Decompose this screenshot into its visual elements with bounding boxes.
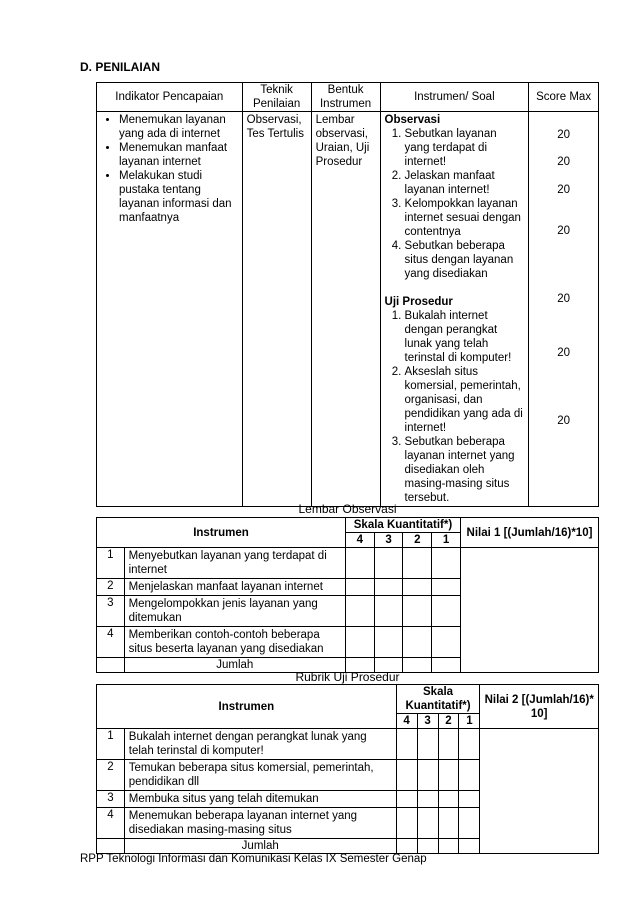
score-box[interactable] xyxy=(396,791,417,808)
row-text: Menyebutkan layanan yang terdapat di internet xyxy=(124,548,345,579)
uji-item: 1. Bukalah internet dengan perangkat lunak yang telah terinstal di komputer! xyxy=(405,309,525,365)
page-footer: RPP Teknologi Informasi dan Komunikasi Kelas IX Semester Genap xyxy=(80,853,427,865)
score-box[interactable] xyxy=(396,808,417,839)
score-value: 20 xyxy=(557,347,570,359)
score-value: 20 xyxy=(557,225,570,237)
skala-4: 4 xyxy=(396,714,417,729)
score-box[interactable] xyxy=(459,760,480,791)
uji-item: 2. Akseslah situs komersial, pemerintah, organisasi, dan pendidikan yang ada di internet! xyxy=(405,365,525,435)
score-box[interactable] xyxy=(417,808,438,839)
score-box[interactable] xyxy=(403,596,432,627)
skala-3: 3 xyxy=(417,714,438,729)
row-text: Membuka situs yang telah ditemukan xyxy=(124,791,396,808)
bentuk-cell: Lembar observasi, Uraian, Uji Prosedur xyxy=(311,112,380,507)
score-box[interactable] xyxy=(459,791,480,808)
row-text: Menemukan beberapa layanan internet yang disediakan masing-masing situs xyxy=(124,808,396,839)
score-box[interactable] xyxy=(438,791,459,808)
row-text: Bukalah internet dengan perangkat lunak yang telah terinstal di komputer! xyxy=(124,729,396,760)
observasi-item: 3. Kelompokkan layanan internet sesuai dengan contentnya xyxy=(405,197,525,239)
row-number: 1 xyxy=(97,729,125,760)
header-teknik: Teknik Penilaian xyxy=(242,83,311,112)
jumlah-label: Jumlah xyxy=(124,658,345,673)
score-box[interactable] xyxy=(432,596,461,627)
jumlah-label: Jumlah xyxy=(124,839,396,854)
score-value: 20 xyxy=(557,415,570,427)
observasi-item: 2. Jelaskan manfaat layanan internet! xyxy=(405,169,525,197)
score-box[interactable] xyxy=(403,548,432,579)
nilai-box[interactable] xyxy=(460,548,598,673)
skala-1: 1 xyxy=(432,533,461,548)
indikator-item: • Menemukan layanan yang ada di internet xyxy=(119,113,238,141)
skala-4: 4 xyxy=(346,533,375,548)
score-box[interactable] xyxy=(346,548,375,579)
observasi-table xyxy=(96,517,599,673)
score-cell xyxy=(529,112,599,507)
uji-prosedur-heading: Uji Prosedur xyxy=(384,296,453,308)
rubrik-table xyxy=(96,684,599,854)
score-value: 20 xyxy=(557,293,570,305)
instrumen-cell xyxy=(380,112,529,507)
score-box[interactable] xyxy=(396,729,417,760)
score-box[interactable] xyxy=(432,579,461,596)
score-box[interactable] xyxy=(346,627,375,658)
score-box[interactable] xyxy=(403,627,432,658)
header-bentuk: Bentuk Instrumen xyxy=(311,83,380,112)
rubrik-col-instrumen: Instrumen xyxy=(97,685,397,729)
score-box[interactable] xyxy=(396,760,417,791)
row-number: 1 xyxy=(97,548,125,579)
header-indikator: Indikator Pencapaian xyxy=(97,83,243,112)
row-number: 2 xyxy=(97,760,125,791)
row-text: Mengelompokkan jenis layanan yang ditemukan xyxy=(124,596,345,627)
score-box[interactable] xyxy=(432,548,461,579)
score-box[interactable] xyxy=(432,627,461,658)
table-row xyxy=(97,548,599,579)
row-number: 2 xyxy=(97,579,125,596)
uji-item: 3. Sebutkan beberapa layanan internet yang disediakan oleh masing-masing situs tersebut. xyxy=(405,435,525,505)
observasi-col-nilai: Nilai 1 [(Jumlah/16)*10] xyxy=(460,518,598,548)
score-box[interactable] xyxy=(374,579,403,596)
score-box[interactable] xyxy=(459,729,480,760)
observasi-col-skala: Skala Kuantitatif*) xyxy=(346,518,461,533)
assessment-table xyxy=(96,82,599,507)
skala-2: 2 xyxy=(438,714,459,729)
observasi-heading: Observasi xyxy=(384,114,441,126)
score-box[interactable] xyxy=(459,808,480,839)
row-number: 3 xyxy=(97,596,125,627)
score-value: 20 xyxy=(557,129,570,141)
rubrik-col-nilai: Nilai 2 [(Jumlah/16)* 10] xyxy=(480,685,599,729)
row-text: Menjelaskan manfaat layanan internet xyxy=(124,579,345,596)
teknik-cell: Observasi, Tes Tertulis xyxy=(242,112,311,507)
score-box[interactable] xyxy=(417,760,438,791)
score-box[interactable] xyxy=(374,548,403,579)
score-box[interactable] xyxy=(346,579,375,596)
observasi-col-instrumen: Instrumen xyxy=(97,518,346,548)
score-box[interactable] xyxy=(438,760,459,791)
score-box[interactable] xyxy=(346,596,375,627)
header-instrumen: Instrumen/ Soal xyxy=(380,83,529,112)
row-text: Temukan beberapa situs komersial, pemerintah, pendidikan dll xyxy=(124,760,396,791)
indikator-item: • Menemukan manfaat layanan internet xyxy=(119,141,238,169)
observasi-item: 4. Sebutkan beberapa situs dengan layanan yang disediakan xyxy=(405,239,525,281)
header-score: Score Max xyxy=(529,83,599,112)
row-number: 4 xyxy=(97,808,125,839)
nilai-box[interactable] xyxy=(480,729,599,854)
score-value: 20 xyxy=(557,184,570,196)
observasi-item: 1. Sebutkan layanan yang terdapat di internet! xyxy=(405,127,525,169)
indikator-cell xyxy=(97,112,243,507)
row-text: Memberikan contoh-contoh beberapa situs beserta layanan yang disediakan xyxy=(124,627,345,658)
rubrik-col-skala: Skala Kuantitatif*) xyxy=(396,685,480,714)
row-number: 4 xyxy=(97,627,125,658)
row-number: 3 xyxy=(97,791,125,808)
indikator-item: • Melakukan studi pustaka tentang layanan informasi dan manfaatnya xyxy=(119,169,238,225)
score-box[interactable] xyxy=(438,808,459,839)
score-box[interactable] xyxy=(374,627,403,658)
score-box[interactable] xyxy=(403,579,432,596)
table-row xyxy=(97,729,599,760)
score-box[interactable] xyxy=(438,729,459,760)
score-value: 20 xyxy=(557,156,570,168)
skala-1: 1 xyxy=(459,714,480,729)
skala-2: 2 xyxy=(403,533,432,548)
rubrik-caption: Rubrik Uji Prosedur xyxy=(295,670,400,684)
section-title: D. PENILAIAN xyxy=(80,60,161,74)
score-box[interactable] xyxy=(374,596,403,627)
score-box[interactable] xyxy=(417,729,438,760)
skala-3: 3 xyxy=(374,533,403,548)
score-box[interactable] xyxy=(417,791,438,808)
observasi-caption: Lembar Observasi xyxy=(298,502,397,516)
